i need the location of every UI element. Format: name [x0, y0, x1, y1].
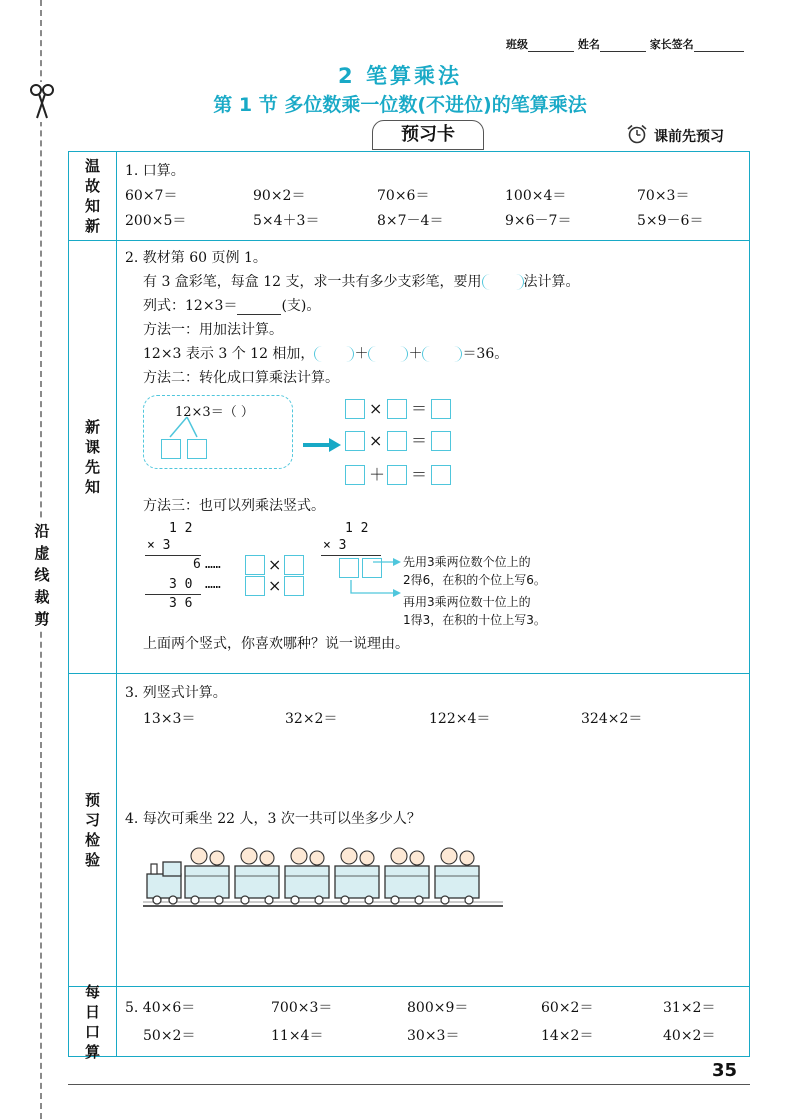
method1-label: 方法一：用加法计算。 [143, 322, 283, 338]
section-review [69, 152, 749, 241]
equals-sign: ＝ [411, 431, 428, 450]
daily-problem: 30×3＝ [407, 1028, 460, 1044]
answer-blank[interactable] [237, 301, 281, 315]
vertical-problem: 324×2＝ [581, 711, 643, 727]
section-new-lesson [69, 241, 749, 674]
times-sign: × [268, 555, 282, 574]
q4-heading: 4. 每次可乘坐 22 人，3 次一共可以坐多少人？ [125, 811, 421, 827]
dots: …… [205, 577, 221, 592]
answer-box[interactable] [387, 465, 407, 485]
times-sign: × [268, 576, 282, 595]
mental-problem: 70×6＝ [377, 188, 430, 204]
daily-problem: 60×2＝ [541, 1000, 594, 1016]
name-label: 姓名 [577, 38, 600, 51]
answer-box[interactable] [431, 431, 451, 451]
q1-heading: 1. 口算。 [125, 163, 185, 179]
times-sign: × [369, 431, 383, 450]
daily-problem: 11×4＝ [271, 1028, 324, 1044]
cut-instruction: 沿虚线裁剪 [34, 522, 50, 628]
arrow-right-icon [303, 437, 343, 453]
daily-problem: 40×2＝ [663, 1028, 716, 1044]
chapter-title: 2 笔算乘法 [338, 64, 462, 88]
method2-label: 方法二：转化成口算乘法计算。 [143, 370, 339, 386]
q2-line2: 列式：12×3＝ (支)。 [143, 298, 321, 314]
answer-box[interactable] [387, 431, 407, 451]
signature-header [506, 36, 744, 52]
split-arrows-icon [155, 415, 225, 441]
worksheet-table [68, 151, 750, 1061]
vertical-problem: 122×4＝ [429, 711, 491, 727]
q2-line1: 有 3 盒彩笔，每盒 12 支，求一共有多少支彩笔，要用 法计算。 [143, 274, 580, 290]
train-illustration [143, 832, 503, 910]
section-label-new-lesson: 新课先知 [69, 241, 117, 673]
answer-box[interactable] [187, 439, 207, 459]
vertical-problem: 13×3＝ [143, 711, 196, 727]
mental-problem: 200×5＝ [125, 213, 187, 229]
explain-arrows-icon [343, 551, 403, 603]
footer-rule [68, 1084, 750, 1085]
vertical-multiplier: × 3 [323, 538, 347, 553]
answer-box[interactable] [431, 465, 451, 485]
mental-problem: 100×4＝ [505, 188, 567, 204]
equals-sign: ＝ [411, 465, 428, 484]
preview-label: 课前先预习 [654, 129, 724, 145]
section-title: 第 1 节 多位数乘一位数(不进位)的笔算乘法 [213, 94, 587, 116]
mental-problem: 8×7－4＝ [377, 213, 444, 229]
answer-box[interactable] [284, 576, 304, 596]
answer-box[interactable] [345, 465, 365, 485]
answer-box[interactable] [345, 431, 365, 451]
answer-box[interactable] [284, 555, 304, 575]
daily-problem: 700×3＝ [271, 1000, 333, 1016]
section-label-review: 温故知新 [69, 152, 117, 240]
vertical-product: 3 6 [169, 596, 193, 611]
class-blank[interactable] [528, 40, 574, 52]
partial-product: 3 0 [169, 577, 193, 592]
equals-sign: ＝ [411, 399, 428, 418]
card-tab: 预习卡 [372, 120, 484, 150]
vertical-top: 1 2 [169, 521, 193, 536]
daily-problem: 50×2＝ [143, 1028, 196, 1044]
vertical-multiplier: × 3 [147, 538, 171, 553]
daily-problem: 800×9＝ [407, 1000, 469, 1016]
answer-box[interactable] [345, 399, 365, 419]
mental-problem: 70×3＝ [637, 188, 690, 204]
daily-problem: 31×2＝ [663, 1000, 716, 1016]
answer-paren[interactable] [422, 346, 462, 362]
mental-problem: 90×2＝ [253, 188, 306, 204]
mental-problem: 9×6－7＝ [505, 213, 572, 229]
times-sign: × [369, 399, 383, 418]
section-check [69, 674, 749, 987]
mental-problem: 5×9－6＝ [637, 213, 704, 229]
daily-problem: 5. 40×6＝ [125, 1000, 196, 1016]
answer-paren[interactable] [482, 274, 524, 290]
answer-paren[interactable] [368, 346, 408, 362]
daily-problem: 14×2＝ [541, 1028, 594, 1044]
answer-box[interactable] [387, 399, 407, 419]
vertical-problem: 32×2＝ [285, 711, 338, 727]
answer-box[interactable] [431, 399, 451, 419]
name-blank[interactable] [600, 40, 646, 52]
method1-expression: 12×3 表示 3 个 12 相加， ＋ ＋ ＝36。 [143, 346, 509, 362]
explain-note-2: 再用3乘两位数十位上的 1得3，在积的十位上写3。 [403, 595, 546, 627]
method3-label: 方法三：也可以列乘法竖式。 [143, 498, 325, 514]
explain-note-1: 先用3乘两位数个位上的 2得6，在积的个位上写6。 [403, 555, 546, 587]
partial-product: 6 [193, 557, 201, 572]
vertical-rule [145, 555, 201, 556]
vertical-top: 1 2 [345, 521, 369, 536]
answer-paren[interactable] [314, 346, 354, 362]
parent-signature-blank[interactable] [694, 40, 744, 52]
q2-heading: 2. 教材第 60 页例 1。 [125, 250, 267, 266]
answer-box[interactable] [161, 439, 181, 459]
answer-box[interactable] [245, 576, 265, 596]
section-daily [69, 982, 749, 1061]
dots: …… [205, 557, 221, 572]
alarm-clock-icon [626, 124, 648, 148]
section-label-check: 预习检验 [69, 674, 117, 986]
preview-tag [626, 124, 724, 148]
vertical-rule [145, 594, 201, 595]
preference-question: 上面两个竖式，你喜欢哪种？说一说理由。 [143, 636, 409, 652]
method2-expression: 12×3＝（ ） [175, 405, 254, 420]
plus-sign: ＋ [369, 465, 386, 484]
q3-heading: 3. 列竖式计算。 [125, 685, 227, 701]
mental-problem: 60×7＝ [125, 188, 178, 204]
parent-signature-label: 家长签名 [649, 38, 694, 51]
mental-problem: 5×4＋3＝ [253, 213, 320, 229]
section-label-daily: 每日口算 [69, 987, 117, 1056]
page-number: 35 [712, 1060, 738, 1081]
class-label: 班级 [506, 38, 528, 51]
answer-box[interactable] [245, 555, 265, 575]
